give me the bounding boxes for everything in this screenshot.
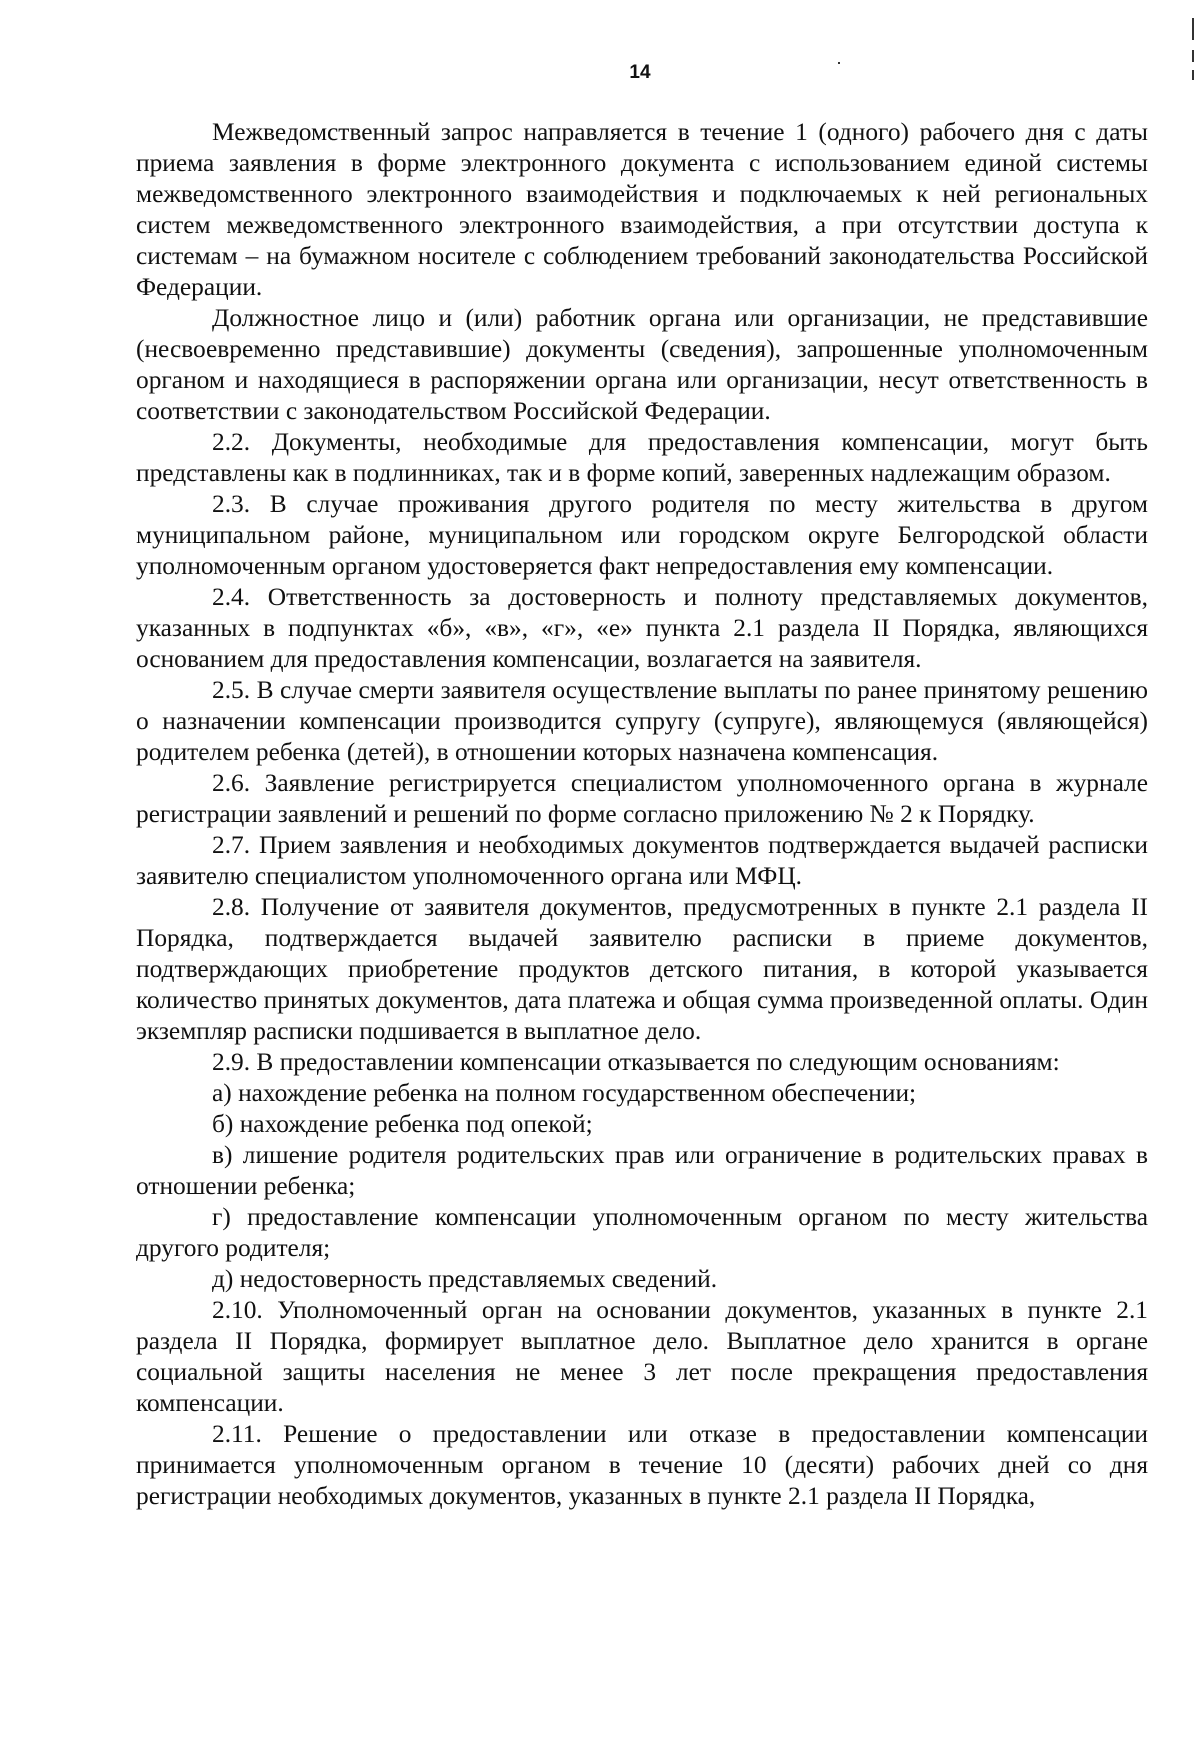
scan-dot-mark — [838, 62, 840, 64]
paragraph-2-11: 2.11. Решение о предоставлении или отказе в предоставлении компенсации принимается уполномоченным органом в течение 10 (десяти) рабочих дней со дня регистрации необходимых документов, указанных в пункте 2.1 раздела II Порядка, — [136, 1420, 1148, 1510]
scan-edge-mark — [1192, 18, 1194, 40]
list-item-a: а) нахождение ребенка на полном государственном обеспечении; — [212, 1079, 917, 1107]
paragraph-2-3: 2.3. В случае проживания другого родителя по месту жительства в другом муниципальном районе, муниципальном или городском округе Белгородской области уполномоченным органом удостоверяется факт непредоставления ему компенсации. — [136, 490, 1148, 580]
scan-edge-mark — [1192, 50, 1194, 62]
document-body — [136, 117, 1148, 1512]
page-number: 14 — [629, 62, 651, 83]
paragraph-interagency-request: Межведомственный запрос направляется в течение 1 (одного) рабочего дня с даты приема заявления в форме электронного документа с использованием единой системы межведомственного электронного взаимодействия и подключаемых к ней региональных систем межведомственного электронного взаимодействия, а при отсутствии доступа к системам – на бумажном носителе с соблюдением требований законодательства Российской Федерации. — [136, 118, 1148, 301]
paragraph-2-7: 2.7. Прием заявления и необходимых документов подтверждается выдачей расписки заявителю специалистом уполномоченного органа или МФЦ. — [136, 831, 1148, 890]
paragraph-2-2: 2.2. Документы, необходимые для предоставления компенсации, могут быть представлены как в подлинниках, так и в форме копий, заверенных надлежащим образом. — [136, 428, 1148, 487]
list-item-v: в) лишение родителя родительских прав или ограничение в родительских правах в отношении ребенка; — [136, 1141, 1148, 1200]
paragraph-2-9: 2.9. В предоставлении компенсации отказывается по следующим основаниям: — [212, 1048, 1060, 1076]
list-item-g: г) предоставление компенсации уполномоченным органом по месту жительства другого родителя; — [136, 1203, 1148, 1262]
paragraph-2-10: 2.10. Уполномоченный орган на основании документов, указанных в пункте 2.1 раздела II Порядка, формирует выплатное дело. Выплатное дело хранится в органе социальной защиты населения не менее 3 лет после прекращения предоставления компенсации. — [136, 1296, 1148, 1417]
paragraph-official-responsibility: Должностное лицо и (или) работник органа или организации, не представившие (несвоевременно представившие) документы (сведения), запрошенные уполномоченным органом и находящиеся в распоряжении органа или организации, несут ответственность в соответствии с законодательством Российской Федерации. — [136, 304, 1148, 425]
list-item-d: д) недостоверность представляемых сведений. — [212, 1265, 718, 1293]
list-item-b: б) нахождение ребенка под опекой; — [212, 1110, 593, 1138]
paragraph-2-5: 2.5. В случае смерти заявителя осуществление выплаты по ранее принятому решению о назначении компенсации производится супругу (супруге), являющемуся (являющейся) родителем ребенка (детей), в отношении которых назначена компенсация. — [136, 676, 1148, 766]
scan-edge-mark — [1192, 70, 1194, 80]
paragraph-2-8: 2.8. Получение от заявителя документов, предусмотренных в пункте 2.1 раздела II Порядка, подтверждается выдачей заявителю расписки в приеме документов, подтверждающих приобретение продуктов детского питания, в которой указывается количество принятых документов, дата платежа и общая сумма произведенной оплаты. Один экземпляр расписки подшивается в выплатное дело. — [136, 893, 1148, 1045]
paragraph-2-4: 2.4. Ответственность за достоверность и полноту представляемых документов, указанных в подпунктах «б», «в», «г», «е» пункта 2.1 раздела II Порядка, являющихся основанием для предоставления компенсации, возлагается на заявителя. — [136, 583, 1148, 673]
paragraph-2-6: 2.6. Заявление регистрируется специалистом уполномоченного органа в журнале регистрации заявлений и решений по форме согласно приложению № 2 к Порядку. — [136, 769, 1148, 828]
